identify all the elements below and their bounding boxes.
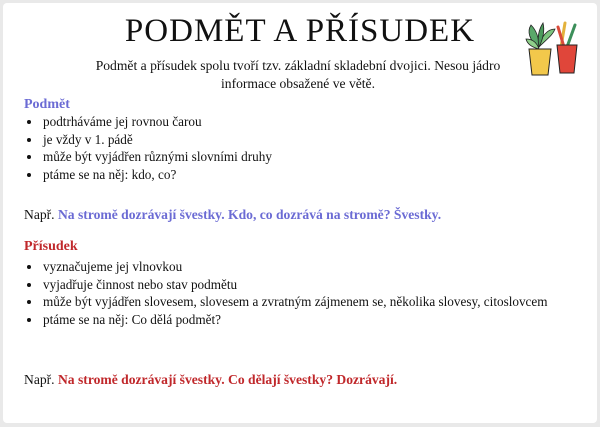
- list-item: • ptáme se na něj: kdo, co?: [42, 166, 472, 184]
- podmet-list: [24, 113, 472, 183]
- list-item: • vyjadřuje činnost nebo stav podmětu: [42, 276, 577, 294]
- example-sentence: Na stromě dozrávají švestky. Co dělají švestky? Dozrávají.: [57, 372, 398, 387]
- example-prefix: Např.: [24, 372, 55, 387]
- podmet-heading: Podmět: [24, 97, 70, 112]
- potted-plants-and-pencil-cup-icon: [525, 17, 585, 77]
- intro-paragraph: Podmět a přísudek spolu tvoří tzv. základní skladební dvojici. Nesou jádro informace obsažené ve větě.: [95, 58, 501, 91]
- prisudek-heading: Přísudek: [24, 239, 78, 254]
- list-item: • podtrháváme jej rovnou čarou: [42, 113, 472, 131]
- podmet-example: [24, 207, 441, 223]
- list-item: • vyznačujeme jej vlnovkou: [42, 258, 577, 276]
- example-sentence: Na stromě dozrávají švestky. Kdo, co dozrává na stromě? Švestky.: [57, 207, 442, 222]
- list-item: • ptáme se na něj: Co dělá podmět?: [42, 311, 577, 329]
- worksheet-page: [3, 3, 597, 423]
- page-title: PODMĚT A PŘÍSUDEK: [124, 13, 476, 49]
- prisudek-example: [24, 372, 397, 388]
- list-item: • je vždy v 1. pádě: [42, 131, 472, 149]
- list-item: • může být vyjádřen slovesem, slovesem a zvratným zájmenem se, několika slovesy, citoslovcem: [42, 293, 577, 311]
- example-prefix: Např.: [24, 207, 55, 222]
- prisudek-list: [24, 258, 577, 328]
- list-item: • může být vyjádřen různými slovními druhy: [42, 148, 472, 166]
